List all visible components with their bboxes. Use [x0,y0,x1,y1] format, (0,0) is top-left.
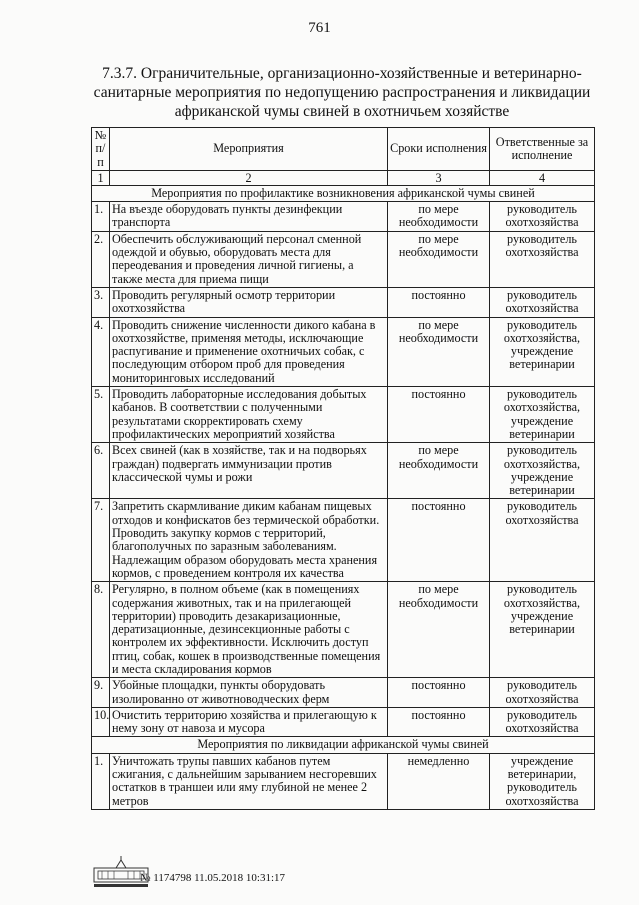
column-number: 1 [92,170,110,185]
row-term: постоянно [388,387,490,443]
row-measure: Уничтожать трупы павших кабанов путем сжигания, с дальнейшим зарыванием несгоревших остатков в траншеи или яму глубиной не менее 2 метров [110,753,388,809]
row-measure: Очистить территорию хозяйства и прилегающую к нему зону от навоза и мусора [110,707,388,737]
column-number: 3 [388,170,490,185]
header-term: Сроки исполнения [388,128,490,171]
table-row [92,231,595,287]
table-header [92,128,595,186]
header-num: № п/п [92,128,110,171]
document-reference: № 1174798 11.05.2018 10:31:17 [140,872,286,884]
row-term: по мере необходимости [388,202,490,232]
section-heading: 7.3.7. Ограничительные, организационно-хозяйственные и ветеринарно-санитарные мероприятия по недопущению распространения и ликвидации африканской чумы свиней в охотничьем хозяйстве [93,65,591,120]
section-prevention-row [92,185,595,201]
column-number-row [92,170,595,185]
section-elimination-row [92,737,595,753]
section-prevention-body [92,202,595,737]
table-row [92,678,595,708]
column-number: 4 [490,170,595,185]
row-measure: Убойные площадки, пункты оборудовать изолированно от животноводческих ферм [110,678,388,708]
row-responsible: руководитель охотхозяйства [490,707,595,737]
row-term: по мере необходимости [388,231,490,287]
table-row [92,317,595,386]
row-measure: На въезде оборудовать пункты дезинфекции транспорта [110,202,388,232]
row-measure: Обеспечить обслуживающий персонал сменной одеждой и обувью, оборудовать места для переодевания и проведения личной гигиены, а также места для приема пищи [110,231,388,287]
row-measure: Проводить лабораторные исследования добытых кабанов. В соответствии с полученными результатами скорректировать схему профилактических мероприятий хозяйства [110,387,388,443]
row-term: постоянно [388,287,490,317]
row-measure: Регулярно, в полном объеме (как в помещениях содержания животных, так и на прилегающей территории) проводить дезакаризационные, дератизационные, дезинсекционные работы с контролем их эффективности. Исключить доступ птиц, собак, кошек в производственные помещения и места складирования кормов [110,582,388,678]
row-responsible: руководитель охотхозяйства [490,287,595,317]
section-elimination-body [92,753,595,809]
row-responsible: учреждение ветеринарии, руководитель охотхозяйства [490,753,595,809]
row-measure: Запретить скармливание диким кабанам пищевых отходов и конфискатов без термической обработки. Проводить закупку кормов с территорий, благополучных по заразным заболеваниям. Надлежащим образом оборудовать места хранения кормов, с проведением контроля их качества [110,499,388,582]
table-row [92,387,595,443]
measures-table [91,127,595,810]
row-number: 2. [92,231,110,287]
row-responsible: руководитель охотхозяйства [490,678,595,708]
row-term: по мере необходимости [388,317,490,386]
section-elimination-title: Мероприятия по ликвидации африканской чумы свиней [92,737,595,753]
table-row [92,202,595,232]
table-row [92,443,595,499]
row-number: 1. [92,753,110,809]
row-responsible: руководитель охотхозяйства, учреждение ветеринарии [490,387,595,443]
row-number: 5. [92,387,110,443]
section-prevention-title: Мероприятия по профилактике возникновения африканской чумы свиней [92,185,595,201]
row-responsible: руководитель охотхозяйства, учреждение ветеринарии [490,443,595,499]
row-responsible: руководитель охотхозяйства [490,499,595,582]
row-measure: Всех свиней (как в хозяйстве, так и на подворьях граждан) подвергать иммунизации против классической чумы и рожи [110,443,388,499]
row-number: 3. [92,287,110,317]
row-term: постоянно [388,499,490,582]
header-measure: Мероприятия [110,128,388,171]
row-number: 4. [92,317,110,386]
header-row [92,128,595,171]
table-row [92,287,595,317]
table-row [92,753,595,809]
header-responsible: Ответственные за исполнение [490,128,595,171]
row-number: 7. [92,499,110,582]
row-term: немедленно [388,753,490,809]
row-term: по мере необходимости [388,443,490,499]
row-measure: Проводить регулярный осмотр территории охотхозяйства [110,287,388,317]
row-number: 8. [92,582,110,678]
page-number: 761 [308,20,331,36]
table-row [92,707,595,737]
row-responsible: руководитель охотхозяйства [490,202,595,232]
row-term: по мере необходимости [388,582,490,678]
row-measure: Проводить снижение численности дикого кабана в охотхозяйстве, применяя методы, исключающие распугивание и применение охотничьих собак, с последующим отбором проб для проведения мониторинговых исследований [110,317,388,386]
row-responsible: руководитель охотхозяйства [490,231,595,287]
row-number: 6. [92,443,110,499]
row-term: постоянно [388,678,490,708]
column-number: 2 [110,170,388,185]
row-number: 9. [92,678,110,708]
row-number: 10. [92,707,110,737]
row-responsible: руководитель охотхозяйства, учреждение ветеринарии [490,317,595,386]
row-number: 1. [92,202,110,232]
table-row [92,499,595,582]
row-term: постоянно [388,707,490,737]
table-row [92,582,595,678]
row-responsible: руководитель охотхозяйства, учреждение ветеринарии [490,582,595,678]
